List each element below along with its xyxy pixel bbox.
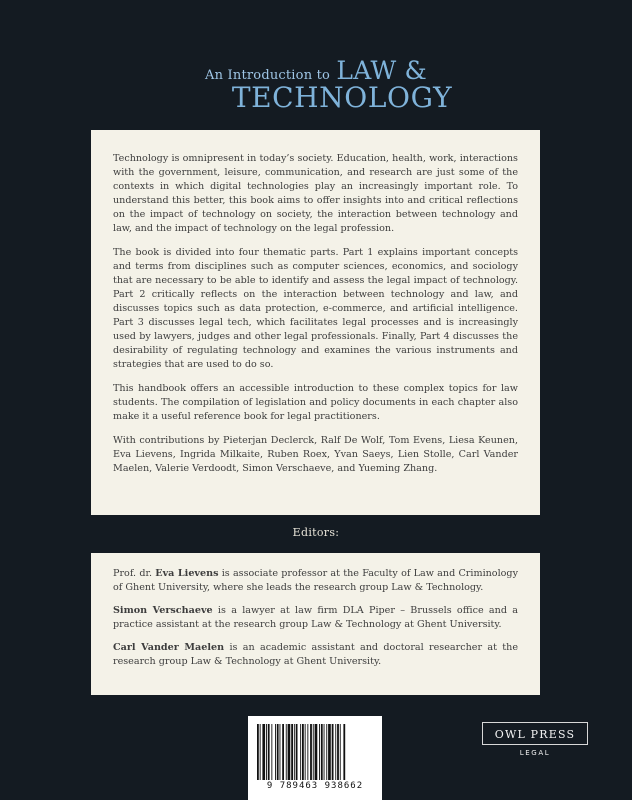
- barcode-bar: [268, 724, 270, 780]
- title-law: LAW &: [336, 56, 427, 85]
- barcode-bar: [321, 724, 323, 780]
- editor-bio: [113, 604, 518, 632]
- barcode-bar: [307, 724, 308, 780]
- barcode-bar: [296, 724, 298, 780]
- barcode-bar: [300, 724, 301, 780]
- editor-name: Simon Verschaeve: [113, 605, 213, 616]
- barcode-bar: [310, 724, 312, 780]
- publisher-imprint: LEGAL: [519, 749, 551, 757]
- title-prefix: An Introduction to: [205, 68, 331, 83]
- barcode-bar: [302, 724, 304, 780]
- editors-panel: [91, 553, 540, 695]
- barcode-bar: [275, 724, 276, 780]
- book-title: [0, 58, 632, 112]
- editor-description: is a lawyer at law firm DLA Piper – Brussels office and a practice assistant at the research group Law & Technology at Ghent University.: [113, 605, 518, 630]
- barcode-bar: [324, 724, 325, 780]
- barcode-bar: [305, 724, 306, 780]
- barcode-bar: [335, 724, 336, 780]
- editor-bio: [113, 641, 518, 669]
- description-paragraph: Technology is omnipresent in today’s society. Education, health, work, interactions with the government, leisure, communication, and research are just some of the contexts in which digital technologies play an increasingly important role. To understand this better, this book aims to offer insights into and critical reflections on the impact of technology on society, the interaction between technology and law, and the impact of technology on the legal profession.: [113, 153, 518, 234]
- description-paragraph: This handbook offers an accessible introduction to these complex topics for law students. The compilation of legislation and policy documents in each chapter also make it a useful reference book for legal practitioners.: [113, 383, 518, 422]
- barcode-bar: [332, 724, 334, 780]
- publisher-logo: [482, 722, 588, 757]
- description-panel: [91, 130, 540, 515]
- barcode-bar: [280, 724, 281, 780]
- barcode-bar: [286, 724, 287, 780]
- barcode-bar: [315, 724, 318, 780]
- barcode-bar: [313, 724, 314, 780]
- editor-name: Eva Lievens: [155, 568, 219, 579]
- barcode-bar: [260, 724, 261, 780]
- barcode-bar: [262, 724, 265, 780]
- editor-prefix: Prof. dr.: [113, 568, 156, 579]
- barcode-bar: [294, 724, 295, 780]
- barcode-bar: [328, 724, 331, 780]
- barcode-bar: [319, 724, 320, 780]
- barcode-bars: [256, 724, 374, 780]
- isbn-barcode: [248, 716, 382, 800]
- publisher-name: OWL PRESS: [482, 722, 588, 745]
- editor-description: is an academic assistant and doctoral researcher at the research group Law & Technology at Ghent University.: [113, 642, 518, 667]
- barcode-bar: [282, 724, 284, 780]
- editors-heading: Editors:: [292, 526, 340, 539]
- editor-description: is associate professor at the Faculty of Law and Criminology of Ghent University, where she leads the research group Law & Technology.: [113, 568, 518, 593]
- barcode-bar: [257, 724, 259, 780]
- barcode-bar: [343, 724, 345, 780]
- barcode-bar: [277, 724, 279, 780]
- description-paragraph: The book is divided into four thematic parts. Part 1 explains important concepts and terms from disciplines such as computer sciences, economics, and sociology that are necessary to be able to identify and assess the legal impact of technology. Part 2 critically reflects on the interaction between technology and law, and discusses topics such as data protection, e-commerce, and artificial intelligence. Part 3 discusses legal tech, which facilitates legal processes and is increasingly used by lawyers, judges and other legal professionals. Finally, Part 4 discusses the desirability of regulating technology and examines the various instruments and strategies that are used to do so.: [113, 247, 518, 370]
- contributors-paragraph: With contributions by Pieterjan Declerck, Ralf De Wolf, Tom Evens, Liesa Keunen, Eva Lievens, Ingrida Milkaite, Ruben Roex, Yvan Saeys, Lien Stolle, Carl Vander Maelen, Valerie Verdoodt, Simon Verschaeve, and Yueming Zhang.: [113, 435, 518, 474]
- barcode-bar: [266, 724, 267, 780]
- barcode-bar: [337, 724, 339, 780]
- editor-name: Carl Vander Maelen: [113, 642, 225, 653]
- barcode-bar: [271, 724, 272, 780]
- editor-bio: [113, 567, 518, 595]
- barcode-bar: [326, 724, 327, 780]
- barcode-bar: [288, 724, 291, 780]
- title-technology: TECHNOLOGY: [231, 81, 453, 114]
- barcode-bar: [340, 724, 341, 780]
- barcode-bar: [291, 724, 293, 780]
- isbn-number: 9 789463 938662: [266, 781, 364, 791]
